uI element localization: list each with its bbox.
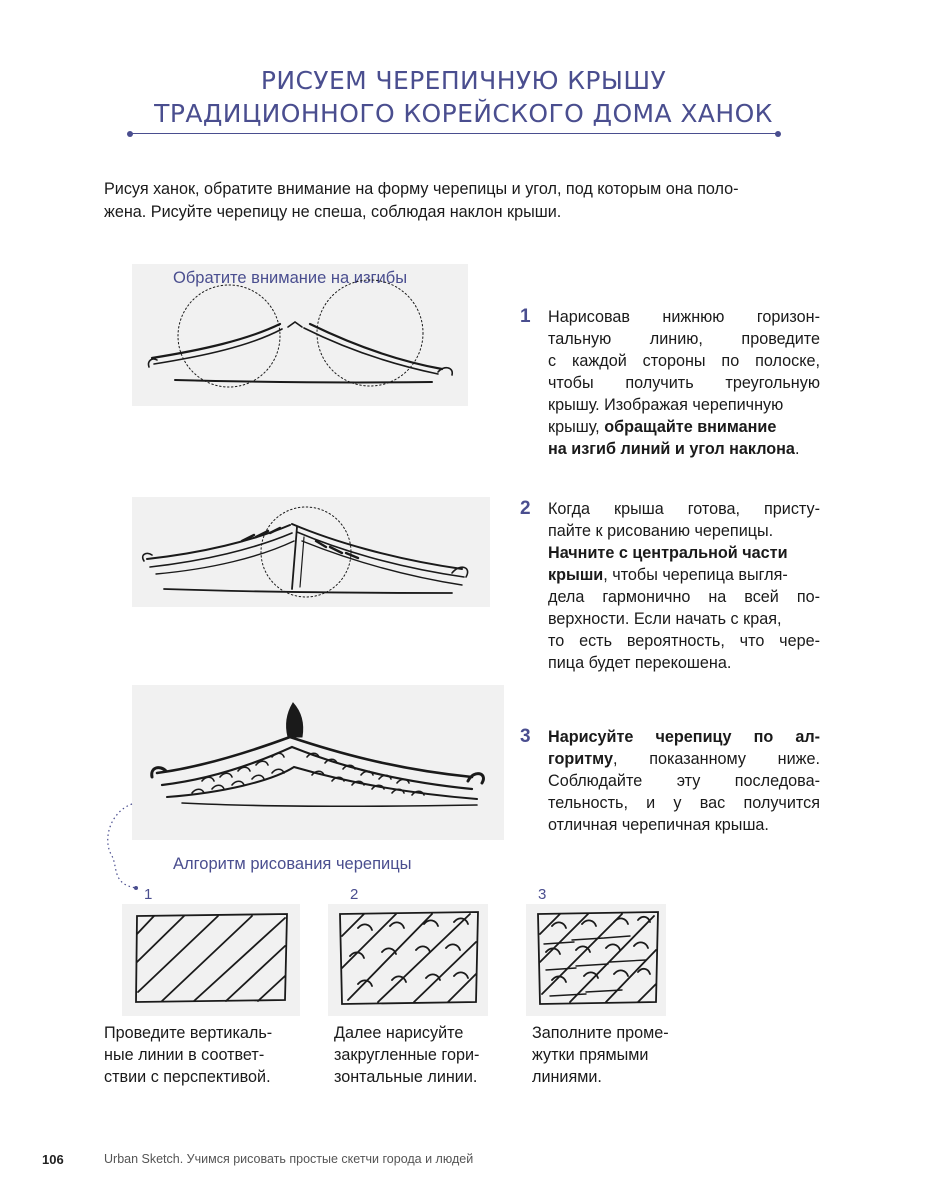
algorithm-step-3-number: 3 xyxy=(538,886,547,903)
figure-1-caption: Обратите внимание на изгибы xyxy=(173,269,408,287)
step-1-text-normal: крышу, xyxy=(548,418,605,436)
step-2-text xyxy=(548,498,820,674)
step-3-text-bold: Нарисуйте черепицу по ал- xyxy=(548,728,820,746)
step-2-line: то есть вероятность, что чере- xyxy=(548,632,820,650)
intro-paragraph xyxy=(104,178,824,224)
step-2-line: верхности. Если начать с края, xyxy=(548,610,782,628)
step-3-line xyxy=(548,726,820,748)
step-2-text-bold: крыши xyxy=(548,566,604,584)
step-3-text xyxy=(548,726,820,836)
step-1-number: 1 xyxy=(520,306,531,327)
step-1-text xyxy=(548,306,820,460)
algorithm-caption: Алгоритм рисования черепицы xyxy=(173,855,412,873)
dotted-connector xyxy=(100,800,140,892)
step-3-number: 3 xyxy=(520,726,531,747)
filled-tiles-sketch xyxy=(526,904,666,1016)
step-2-text-bold: Начните с центральной части xyxy=(548,544,788,562)
intro-line-2: жена. Рисуйте черепицу не спеша, соблюдая наклон крыши. xyxy=(104,203,562,221)
step-2-line xyxy=(548,542,820,564)
algorithm-step-2-number: 2 xyxy=(350,886,359,903)
step-2-line: пайте к рисованию черепицы. xyxy=(548,522,774,540)
intro-line-1: Рисуя ханок, обратите внимание на форму черепицы и угол, под которым она поло- xyxy=(104,180,739,198)
page-title-line-1: РИСУЕМ ЧЕРЕПИЧНУЮ КРЫШУ xyxy=(260,66,667,95)
step-3-text-normal: , показанному ниже. xyxy=(612,750,820,768)
page-title-line-2: ТРАДИЦИОННОГО КОРЕЙСКОГО ДОМА ХАНОК xyxy=(154,99,773,128)
algorithm-step-3-caption xyxy=(532,1022,669,1088)
step-3-line: отличная черепичная крыша. xyxy=(548,816,769,834)
running-footer: Urban Sketch. Учимся рисовать простые скетчи города и людей xyxy=(104,1152,474,1166)
title-underline xyxy=(130,133,778,134)
algorithm-step-1-number: 1 xyxy=(144,886,153,903)
step-1-line: тальную линию, проведите xyxy=(548,330,820,348)
algorithm-caption-line: жутки прямыми xyxy=(532,1046,649,1064)
roof-center-tiles-sketch xyxy=(132,497,490,607)
step-1-line: с каждой стороны по полоске, xyxy=(548,352,820,370)
curved-tiles-sketch xyxy=(328,904,488,1016)
step-2-line: Когда крыша готова, присту- xyxy=(548,500,820,518)
step-3-line: Соблюдайте эту последова- xyxy=(548,772,820,790)
algorithm-caption-line: ствии с перспективой. xyxy=(104,1068,271,1086)
step-2-line: пица будет перекошена. xyxy=(548,654,732,672)
step-2-line: дела гармонично на всей по- xyxy=(548,588,820,606)
step-2-number: 2 xyxy=(520,498,531,519)
algorithm-caption-line: Далее нарисуйте xyxy=(334,1024,464,1042)
step-1-text-bold: обращайте внимание xyxy=(604,418,777,436)
step-1-text-bold: на изгиб линий и угол наклона xyxy=(548,440,795,458)
step-1-line xyxy=(548,416,820,438)
algorithm-step-1-caption xyxy=(104,1022,272,1088)
step-1-text-normal: . xyxy=(794,440,800,458)
algorithm-caption-line: Проведите вертикаль- xyxy=(104,1024,273,1042)
step-1-line: Нарисовав нижнюю горизон- xyxy=(548,308,820,326)
step-3-text-bold: горитму xyxy=(548,750,613,768)
step-1-line: чтобы получить треугольную xyxy=(548,374,820,392)
algorithm-caption-line: линиями. xyxy=(532,1068,602,1086)
algorithm-step-2-caption xyxy=(334,1022,479,1088)
algorithm-caption-line: Заполните проме- xyxy=(532,1024,669,1042)
step-2-text-normal: , чтобы черепица выгля- xyxy=(603,566,788,584)
step-1-line: крышу. Изображая черепичную xyxy=(548,396,784,414)
roof-full-tiles-sketch xyxy=(132,685,504,840)
algorithm-caption-line: зонтальные линии. xyxy=(334,1068,478,1086)
step-3-line: тельность, и у вас получится xyxy=(548,794,820,812)
step-1-line xyxy=(548,438,820,460)
roof-outline-sketch xyxy=(132,264,468,406)
page-title xyxy=(0,64,927,130)
step-2-line xyxy=(548,564,820,586)
algorithm-caption-line: закругленные гори- xyxy=(334,1046,480,1064)
page-number: 106 xyxy=(42,1152,64,1167)
algorithm-caption-line: ные линии в соответ- xyxy=(104,1046,265,1064)
diagonal-lines-sketch xyxy=(122,904,300,1016)
step-3-line xyxy=(548,748,820,770)
